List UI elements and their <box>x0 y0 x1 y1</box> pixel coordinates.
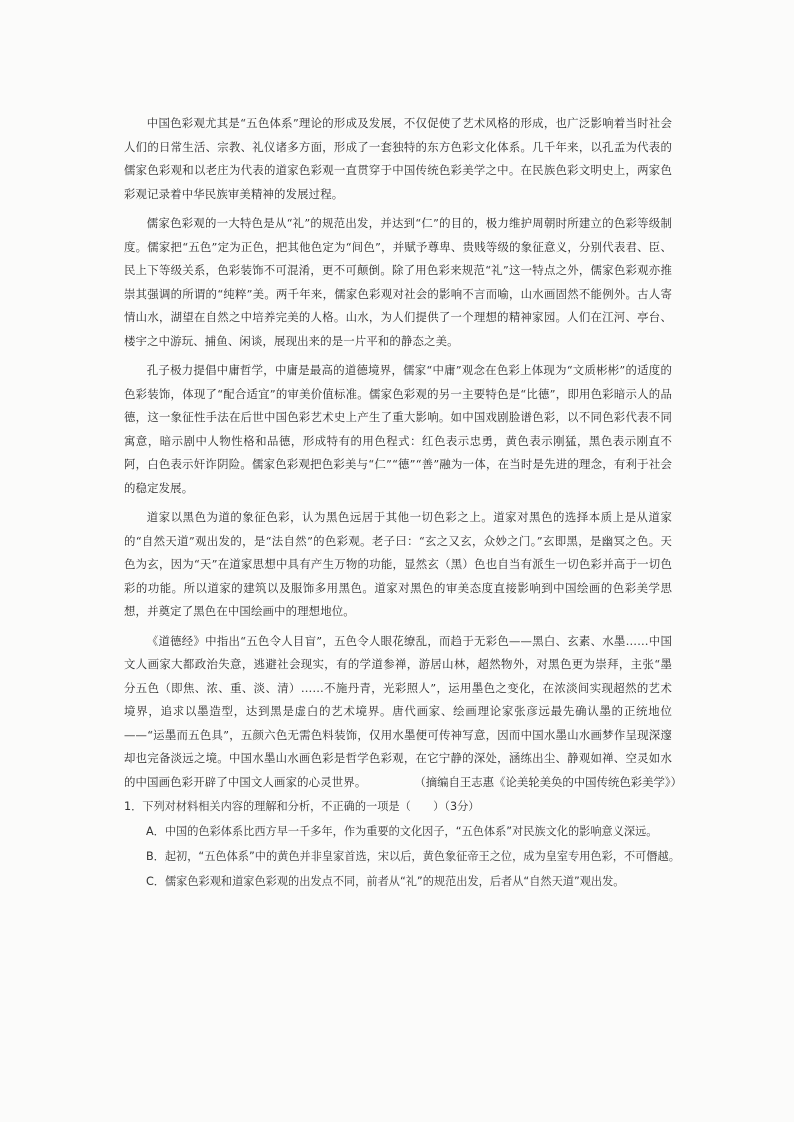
question-1-option-b: B．起初，“五色体系”中的黄色并非皇家首选，宋以后，黄色象征帝王之位，成为皇室专用色彩，不可僭越。 <box>146 850 680 863</box>
reading-passage <box>124 112 672 800</box>
passage-source: （摘编自王志惠《论美轮美奂的中国传统色彩美学》） <box>414 775 682 789</box>
passage-paragraph-1: 中国色彩观尤其是“五色体系”理论的形成及发展，不仅促使了艺术风格的形成，也广泛影响着当时社会人们的日常生活、宗教、礼仪诸多方面，形成了一套独特的东方色彩文化体系。几千年来，以孔孟为代表的儒家色彩观和以老庄为代表的道家色彩观一直贯穿于中国传统色彩美学之中。在民族色彩文明史上，两家色彩观记录着中华民族审美精神的发展过程。 <box>124 116 672 201</box>
passage-paragraph-3: 孔子极力提倡中庸哲学，中庸是最高的道德境界，儒家“中庸”观念在色彩上体现为“文质彬彬”的适度的色彩装饰，体现了“配合适宜”的审美价值标准。儒家色彩观的另一主要特色是“比德”，即用色彩暗示人的品德，这一象征性手法在后世中国色彩艺术史上产生了重大影响。如中国戏剧脸谱色彩，以不同色彩代表不同寓意，暗示剧中人物性格和品德，形成特有的用色程式：红色表示忠勇，黄色表示刚猛，黑色表示刚直不阿，白色表示奸诈阴险。儒家色彩观把色彩美与“仁”“德”“善”融为一体，在当时是先进的理念，有利于社会的稳定发展。 <box>124 363 672 495</box>
question-1-option-c: C．儒家色彩观和道家色彩观的出发点不同，前者从“礼”的规范出发，后者从“自然天道”观出发。 <box>146 875 625 888</box>
passage-paragraph-5: 《道德经》中指出“五色令人目盲”，五色令人眼花缭乱，而趋于无彩色——黑白、玄素、水墨……中国文人画家大都政治失意，逃避社会现实，有的学道参禅，游居山林，超然物外，对黑色更为崇拜，主张“墨分五色（即焦、浓、重、淡、清）……不施丹青，光彩照人”，运用墨色之变化，在浓淡间实现超然的艺术境界，追求以墨造型，达到黑是虚白的艺术境界。唐代画家、绘画理论家张彦远最先确认墨的正统地位——“运墨而五色具”，五颜六色无需色料装饰，仅用水墨便可传神写意，因而中国水墨山水画梦作呈现深邃却也完备淡远之境。中国水墨山水画色彩是哲学色彩观，在它宁静的深处，涵练出尘、静观如禅、空灵如水的中国画色彩开辟了中国文人画家的心灵世界。 <box>124 633 672 789</box>
passage-paragraph-4: 道家以黑色为道的象征色彩，认为黑色远居于其他一切色彩之上。道家对黑色的选择本质上是从道家的“自然天道”观出发的，是“法自然”的色彩观。老子曰：“玄之又玄，众妙之门。”玄即黑，是幽冥之色。天色为玄，因为“天”在道家思想中具有产生万物的功能，显然玄（黑）色也自当有派生一切色彩并高于一切色彩的功能。所以道家的建筑以及服饰多用黑色。道家对黑色的审美态度直接影响到中国绘画的色彩美学思想，并奠定了黑色在中国绘画中的理想地位。 <box>124 510 672 618</box>
question-1-stem: 1．下列对材料相关内容的理解和分析，不正确的一项是（ ）（3分） <box>124 800 480 813</box>
question-section <box>124 797 684 892</box>
question-1-option-a: A．中国的色彩体系比西方早一千多年，作为重要的文化因子，“五色体系”对民族文化的影响意义深远。 <box>146 825 658 838</box>
passage-paragraph-2: 儒家色彩观的一大特色是从“礼”的规范出发，并达到“仁”的目的，极力维护周朝时所建立的色彩等级制度。儒家把“五色”定为正色，把其他色定为“间色”，并赋予尊卑、贵贱等级的象征意义，分别代表君、臣、民上下等级关系，色彩装饰不可混淆，更不可颠倒。除了用色彩来规范“礼”这一特点之外，儒家色彩观亦推崇其强调的所谓的“纯粹”美。两千年来，儒家色彩观对社会的影响不言而喻，山水画固然不能例外。古人寄情山水，湖望在自然之中培养完美的人格。山水，为人们提供了一个理想的精神家园。人们在江河、亭台、楼宇之中游玩、捕鱼、闲谈，展现出来的是一片平和的静态之美。 <box>124 216 672 348</box>
